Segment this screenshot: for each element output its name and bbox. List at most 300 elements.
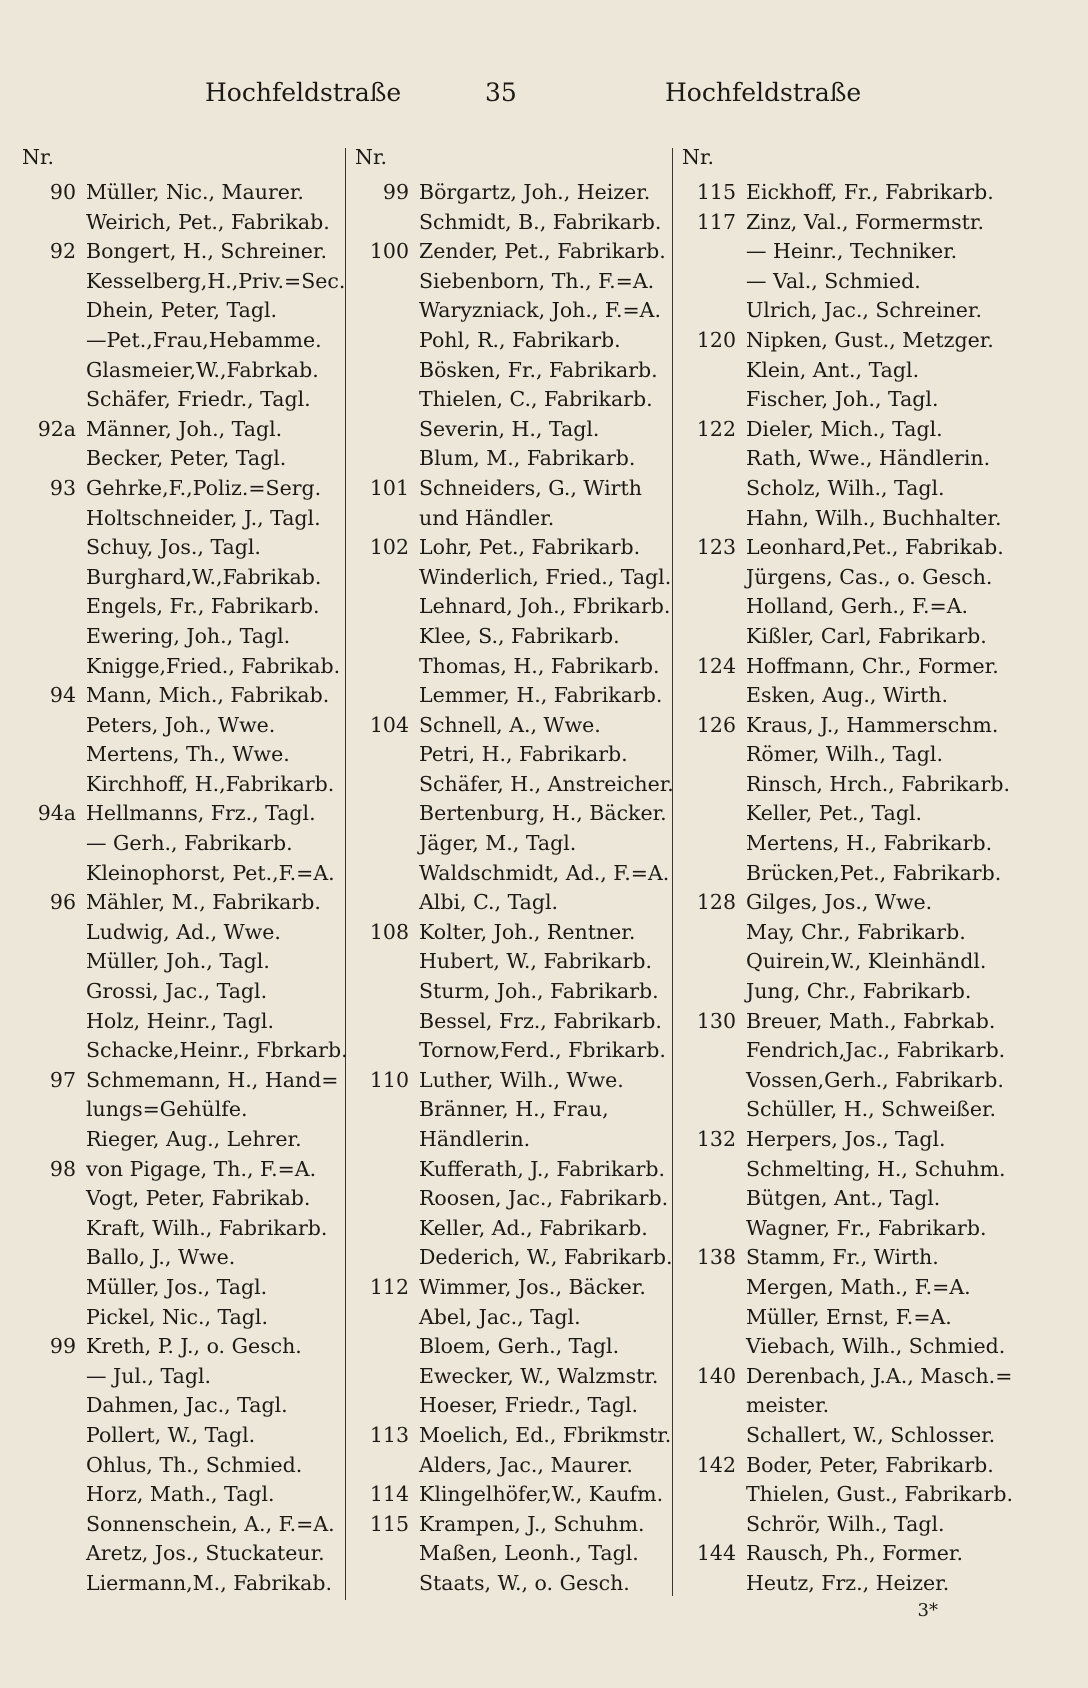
resident-entry bbox=[22, 1184, 352, 1214]
resident-entry bbox=[355, 1007, 675, 1037]
resident-entry bbox=[682, 681, 1012, 711]
resident-entry bbox=[682, 770, 1012, 800]
house-number: 98 bbox=[49, 1156, 76, 1181]
resident-entry bbox=[682, 1184, 1012, 1214]
resident-entry bbox=[22, 326, 352, 356]
resident-text: Hoffmann, Chr., Former. bbox=[746, 653, 999, 678]
resident-entry bbox=[355, 1303, 675, 1333]
house-number-label: Nr. bbox=[682, 145, 715, 169]
resident-entry bbox=[355, 1480, 675, 1510]
directory-column-1 bbox=[22, 142, 352, 1599]
resident-text: Schacke,Heinr., Fbrkarb. bbox=[86, 1038, 348, 1063]
resident-entry bbox=[682, 711, 1012, 741]
resident-entry bbox=[682, 859, 1012, 889]
resident-entry bbox=[22, 208, 352, 238]
resident-text: Schmelting, H., Schuhm. bbox=[746, 1156, 1006, 1181]
house-number: 99 bbox=[49, 1334, 76, 1359]
resident-text: Krampen, J., Schuhm. bbox=[419, 1511, 645, 1536]
resident-text: Thomas, H., Fabrikarb. bbox=[419, 653, 660, 678]
resident-text: Derenbach, J.A., Masch.= bbox=[746, 1363, 1013, 1388]
resident-entry bbox=[355, 799, 675, 829]
house-number: 102 bbox=[369, 535, 409, 560]
resident-entry bbox=[22, 829, 352, 859]
resident-entry bbox=[22, 592, 352, 622]
resident-text: Kraus, J., Hammerschm. bbox=[746, 712, 999, 737]
resident-text: Eickhoff, Fr., Fabrikarb. bbox=[746, 180, 994, 204]
resident-entry bbox=[355, 1066, 675, 1096]
resident-text: Keller, Ad., Fabrikarb. bbox=[419, 1215, 648, 1240]
resident-entry bbox=[22, 533, 352, 563]
resident-entry bbox=[355, 178, 675, 208]
resident-text: Bütgen, Ant., Tagl. bbox=[746, 1186, 941, 1211]
resident-text: Kirchhoff, H.,Fabrikarb. bbox=[86, 771, 335, 796]
resident-entry bbox=[355, 1510, 675, 1540]
resident-text: Kolter, Joh., Rentner. bbox=[419, 919, 636, 944]
page-header bbox=[0, 78, 1088, 118]
house-number: 115 bbox=[696, 180, 736, 204]
house-number: 101 bbox=[369, 475, 409, 500]
resident-text: Klingelhöfer,W., Kaufm. bbox=[419, 1482, 664, 1507]
resident-entry bbox=[682, 652, 1012, 682]
resident-text: — Jul., Tagl. bbox=[86, 1363, 212, 1388]
resident-entry bbox=[22, 888, 352, 918]
resident-text: Keller, Pet., Tagl. bbox=[746, 801, 923, 826]
resident-text: — Val., Schmied. bbox=[746, 268, 921, 293]
resident-entry bbox=[22, 947, 352, 977]
resident-text: Hellmanns, Frz., Tagl. bbox=[86, 801, 316, 826]
resident-text: Grossi, Jac., Tagl. bbox=[86, 979, 268, 1004]
house-number: 94a bbox=[37, 801, 76, 826]
resident-text: Holtschneider, J., Tagl. bbox=[86, 505, 321, 530]
resident-text: Becker, Peter, Tagl. bbox=[86, 446, 287, 471]
house-number: 120 bbox=[696, 327, 736, 352]
house-number: 140 bbox=[696, 1363, 736, 1388]
resident-text: Jäger, M., Tagl. bbox=[419, 831, 577, 856]
resident-entry bbox=[22, 415, 352, 445]
resident-text: —Pet.,Frau,Hebamme. bbox=[86, 327, 322, 352]
resident-text: Sturm, Joh., Fabrikarb. bbox=[419, 979, 659, 1004]
resident-entry bbox=[355, 1184, 675, 1214]
resident-text: Schäfer, H., Anstreicher. bbox=[419, 771, 674, 796]
resident-entry bbox=[682, 1095, 1012, 1125]
resident-text: Holland, Gerh., F.=A. bbox=[746, 594, 969, 619]
resident-text: Knigge,Fried., Fabrikab. bbox=[86, 653, 341, 678]
resident-text: Dieler, Mich., Tagl. bbox=[746, 416, 943, 441]
resident-entry bbox=[682, 178, 1012, 208]
resident-entry bbox=[682, 1273, 1012, 1303]
resident-entry bbox=[682, 977, 1012, 1007]
resident-entry bbox=[682, 1480, 1012, 1510]
resident-entry bbox=[355, 356, 675, 386]
resident-entry bbox=[22, 1332, 352, 1362]
resident-text: Leonhard,Pet., Fabrikab. bbox=[746, 535, 1004, 560]
resident-text: Händlerin. bbox=[419, 1127, 531, 1151]
resident-entry bbox=[682, 385, 1012, 415]
house-number: 128 bbox=[696, 890, 736, 915]
resident-text: Rieger, Aug., Lehrer. bbox=[86, 1127, 302, 1151]
resident-entry bbox=[355, 681, 675, 711]
house-number: 124 bbox=[696, 653, 736, 678]
resident-entry bbox=[355, 1421, 675, 1451]
house-number: 110 bbox=[369, 1067, 409, 1092]
resident-entry bbox=[355, 1036, 675, 1066]
resident-entry bbox=[22, 1007, 352, 1037]
resident-entry bbox=[682, 1539, 1012, 1569]
resident-entry bbox=[355, 947, 675, 977]
resident-text: Breuer, Math., Fabrkab. bbox=[746, 1008, 996, 1033]
resident-text: Mergen, Math., F.=A. bbox=[746, 1274, 971, 1299]
resident-entry bbox=[682, 1569, 1012, 1599]
resident-entry bbox=[682, 1007, 1012, 1037]
header-street-left: Hochfeldstraße bbox=[205, 78, 402, 107]
resident-text: Siebenborn, Th., F.=A. bbox=[419, 268, 655, 293]
resident-entry bbox=[682, 1214, 1012, 1244]
resident-entry bbox=[22, 1421, 352, 1451]
resident-text: Bloem, Gerh., Tagl. bbox=[419, 1334, 620, 1359]
resident-text: Ohlus, Th., Schmied. bbox=[86, 1452, 303, 1477]
resident-text: Waryzniack, Joh., F.=A. bbox=[419, 298, 661, 323]
resident-text: Stamm, Fr., Wirth. bbox=[746, 1245, 939, 1270]
resident-text: Liermann,M., Fabrikab. bbox=[86, 1570, 333, 1595]
resident-entry bbox=[682, 1451, 1012, 1481]
resident-text: Luther, Wilh., Wwe. bbox=[419, 1067, 624, 1092]
resident-text: Horz, Math., Tagl. bbox=[86, 1482, 275, 1507]
resident-text: Pohl, R., Fabrikarb. bbox=[419, 327, 621, 352]
resident-text: Müller, Jos., Tagl. bbox=[86, 1274, 268, 1299]
resident-text: Bösken, Fr., Fabrikarb. bbox=[419, 357, 658, 382]
resident-text: Lemmer, H., Fabrikarb. bbox=[419, 683, 663, 708]
resident-entry bbox=[22, 1125, 352, 1155]
resident-entry bbox=[355, 859, 675, 889]
resident-text: meister. bbox=[746, 1393, 830, 1418]
resident-entry bbox=[22, 474, 352, 504]
resident-text: Kleinophorst, Pet.,F.=A. bbox=[86, 860, 335, 885]
resident-text: Schäfer, Friedr., Tagl. bbox=[86, 387, 311, 412]
resident-text: Ewering, Joh., Tagl. bbox=[86, 623, 291, 648]
resident-entry bbox=[355, 1391, 675, 1421]
resident-entry bbox=[22, 711, 352, 741]
resident-text: — Gerh., Fabrikarb. bbox=[86, 831, 293, 856]
resident-text: Blum, M., Fabrikarb. bbox=[419, 446, 636, 471]
resident-entry bbox=[22, 740, 352, 770]
resident-entry bbox=[355, 1214, 675, 1244]
resident-entry bbox=[355, 237, 675, 267]
house-number: 96 bbox=[49, 890, 76, 915]
resident-text: Moelich, Ed., Fbrikmstr. bbox=[419, 1422, 672, 1447]
house-number: 92a bbox=[37, 416, 76, 441]
resident-entry bbox=[22, 1510, 352, 1540]
resident-text: Kufferath, J., Fabrikarb. bbox=[419, 1156, 666, 1181]
page-number: 35 bbox=[485, 78, 517, 107]
resident-text: Viebach, Wilh., Schmied. bbox=[746, 1334, 1006, 1359]
resident-entry bbox=[355, 1243, 675, 1273]
resident-text: Schrör, Wilh., Tagl. bbox=[746, 1511, 945, 1536]
resident-text: Müller, Ernst, F.=A. bbox=[746, 1304, 952, 1329]
resident-text: Ludwig, Ad., Wwe. bbox=[86, 919, 281, 944]
resident-entry bbox=[22, 385, 352, 415]
resident-text: Peters, Joh., Wwe. bbox=[86, 712, 276, 737]
resident-entry bbox=[22, 356, 352, 386]
resident-text: Jung, Chr., Fabrikarb. bbox=[746, 979, 972, 1004]
resident-text: Boder, Peter, Fabrikarb. bbox=[746, 1452, 994, 1477]
house-number: 132 bbox=[696, 1127, 736, 1151]
resident-text: Weirich, Pet., Fabrikab. bbox=[86, 209, 330, 234]
house-number: 92 bbox=[49, 239, 76, 264]
resident-entry bbox=[22, 1243, 352, 1273]
house-number: 123 bbox=[696, 535, 736, 560]
resident-entry bbox=[682, 622, 1012, 652]
resident-text: Klein, Ant., Tagl. bbox=[746, 357, 920, 382]
resident-entry bbox=[682, 799, 1012, 829]
resident-entry bbox=[355, 1332, 675, 1362]
resident-text: Zinz, Val., Formermstr. bbox=[746, 209, 984, 234]
resident-text: Fischer, Joh., Tagl. bbox=[746, 387, 939, 412]
resident-entry bbox=[682, 740, 1012, 770]
resident-text: Dederich, W., Fabrikarb. bbox=[419, 1245, 673, 1270]
resident-text: Esken, Aug., Wirth. bbox=[746, 683, 948, 708]
resident-text: Schuy, Jos., Tagl. bbox=[86, 535, 261, 560]
resident-text: Holz, Heinr., Tagl. bbox=[86, 1008, 274, 1033]
resident-entry bbox=[682, 504, 1012, 534]
resident-text: May, Chr., Fabrikarb. bbox=[746, 919, 966, 944]
resident-entry bbox=[22, 681, 352, 711]
resident-entry bbox=[682, 415, 1012, 445]
resident-text: Tornow,Ferd., Fbrikarb. bbox=[419, 1038, 666, 1063]
resident-text: Kesselberg,H.,Priv.=Sec. bbox=[86, 268, 346, 293]
resident-entry bbox=[22, 444, 352, 474]
resident-text: Schneiders, G., Wirth bbox=[419, 475, 642, 500]
resident-text: Gilges, Jos., Wwe. bbox=[746, 890, 933, 915]
resident-entry bbox=[22, 1569, 352, 1599]
resident-text: Börgartz, Joh., Heizer. bbox=[419, 180, 651, 204]
resident-text: Müller, Nic., Maurer. bbox=[86, 180, 304, 204]
house-number: 122 bbox=[696, 416, 736, 441]
resident-text: Pollert, W., Tagl. bbox=[86, 1422, 256, 1447]
resident-text: Gehrke,F.,Poliz.=Serg. bbox=[86, 475, 322, 500]
resident-text: Ewecker, W., Walzmstr. bbox=[419, 1363, 659, 1388]
resident-entry bbox=[355, 444, 675, 474]
resident-entry bbox=[682, 237, 1012, 267]
resident-text: Fendrich,Jac., Fabrikarb. bbox=[746, 1038, 1006, 1063]
resident-entry bbox=[355, 1155, 675, 1185]
resident-entry bbox=[682, 356, 1012, 386]
resident-text: Mähler, M., Fabrikarb. bbox=[86, 890, 321, 915]
resident-entry bbox=[682, 1066, 1012, 1096]
resident-entry bbox=[355, 533, 675, 563]
resident-entry bbox=[355, 918, 675, 948]
directory-column-2 bbox=[355, 142, 675, 1599]
resident-text: Severin, H., Tagl. bbox=[419, 416, 600, 441]
resident-text: Brücken,Pet., Fabrikarb. bbox=[746, 860, 1002, 885]
resident-text: Schnell, A., Wwe. bbox=[419, 712, 601, 737]
house-number: 138 bbox=[696, 1245, 736, 1270]
resident-entry bbox=[355, 652, 675, 682]
resident-entry bbox=[682, 829, 1012, 859]
resident-entry bbox=[355, 208, 675, 238]
resident-entry bbox=[355, 622, 675, 652]
directory-column-3 bbox=[682, 142, 1012, 1599]
resident-entry bbox=[22, 267, 352, 297]
resident-entry bbox=[682, 533, 1012, 563]
house-number: 90 bbox=[49, 180, 76, 204]
resident-text: Roosen, Jac., Fabrikarb. bbox=[419, 1186, 669, 1211]
house-number: 142 bbox=[696, 1452, 736, 1477]
resident-entry bbox=[355, 1095, 675, 1125]
resident-entry bbox=[22, 237, 352, 267]
resident-text: Alders, Jac., Maurer. bbox=[419, 1452, 633, 1477]
resident-entry bbox=[22, 799, 352, 829]
resident-text: Ballo, J., Wwe. bbox=[86, 1245, 236, 1270]
resident-text: Thielen, C., Fabrikarb. bbox=[419, 387, 653, 412]
resident-entry bbox=[682, 1243, 1012, 1273]
resident-entry bbox=[682, 474, 1012, 504]
house-number: 117 bbox=[696, 209, 736, 234]
resident-entry bbox=[22, 1155, 352, 1185]
resident-entry bbox=[682, 1036, 1012, 1066]
resident-text: Hahn, Wilh., Buchhalter. bbox=[746, 505, 1002, 530]
resident-text: Waldschmidt, Ad., F.=A. bbox=[419, 860, 670, 885]
resident-text: Rausch, Ph., Former. bbox=[746, 1541, 963, 1566]
resident-entry bbox=[355, 326, 675, 356]
resident-text: Kißler, Carl, Fabrikarb. bbox=[746, 623, 987, 648]
resident-text: Jürgens, Cas., o. Gesch. bbox=[746, 564, 993, 589]
house-number: 113 bbox=[369, 1422, 409, 1447]
resident-entry bbox=[682, 208, 1012, 238]
resident-entry bbox=[355, 1362, 675, 1392]
resident-text: Engels, Fr., Fabrikarb. bbox=[86, 594, 320, 619]
resident-text: Zender, Pet., Fabrikarb. bbox=[419, 239, 666, 264]
house-number: 93 bbox=[49, 475, 76, 500]
resident-text: Bertenburg, H., Bäcker. bbox=[419, 801, 667, 826]
house-number: 112 bbox=[369, 1274, 409, 1299]
resident-entry bbox=[682, 592, 1012, 622]
resident-text: Mertens, H., Fabrikarb. bbox=[746, 831, 993, 856]
house-number: 97 bbox=[49, 1067, 76, 1092]
resident-entry bbox=[22, 859, 352, 889]
resident-text: und Händler. bbox=[419, 505, 555, 530]
house-number: 94 bbox=[49, 683, 76, 708]
resident-entry bbox=[682, 1362, 1012, 1392]
house-number: 100 bbox=[369, 239, 409, 264]
resident-entry bbox=[682, 1421, 1012, 1451]
resident-entry bbox=[682, 563, 1012, 593]
resident-entry bbox=[22, 1273, 352, 1303]
resident-entry bbox=[22, 1451, 352, 1481]
resident-text: Dahmen, Jac., Tagl. bbox=[86, 1393, 288, 1418]
resident-entry bbox=[22, 504, 352, 534]
resident-entry bbox=[22, 918, 352, 948]
resident-entry bbox=[355, 711, 675, 741]
resident-text: Schmemann, H., Hand= bbox=[86, 1067, 339, 1092]
resident-entry bbox=[355, 474, 675, 504]
resident-entry bbox=[355, 977, 675, 1007]
resident-entry bbox=[682, 1332, 1012, 1362]
resident-entry bbox=[22, 1391, 352, 1421]
resident-entry bbox=[22, 652, 352, 682]
resident-text: Dhein, Peter, Tagl. bbox=[86, 298, 278, 323]
resident-text: Männer, Joh., Tagl. bbox=[86, 416, 283, 441]
resident-entry bbox=[355, 296, 675, 326]
resident-text: Wagner, Fr., Fabrikarb. bbox=[746, 1215, 987, 1240]
house-number: 126 bbox=[696, 712, 736, 737]
resident-entry bbox=[22, 1362, 352, 1392]
resident-entry bbox=[355, 1539, 675, 1569]
resident-text: Rinsch, Hrch., Fabrikarb. bbox=[746, 771, 1010, 796]
resident-text: Winderlich, Fried., Tagl. bbox=[419, 564, 672, 589]
resident-entry bbox=[682, 918, 1012, 948]
resident-entry bbox=[355, 1273, 675, 1303]
resident-text: Scholz, Wilh., Tagl. bbox=[746, 475, 945, 500]
resident-entry bbox=[682, 888, 1012, 918]
resident-text: Aretz, Jos., Stuckateur. bbox=[86, 1541, 325, 1566]
resident-entry bbox=[355, 504, 675, 534]
resident-entry bbox=[355, 770, 675, 800]
house-number-label: Nr. bbox=[355, 145, 388, 169]
resident-entry bbox=[355, 563, 675, 593]
resident-entry bbox=[22, 178, 352, 208]
resident-entry bbox=[682, 1510, 1012, 1540]
resident-text: Ulrich, Jac., Schreiner. bbox=[746, 298, 982, 323]
resident-text: Bessel, Frz., Fabrikarb. bbox=[419, 1008, 662, 1033]
resident-entry bbox=[22, 622, 352, 652]
house-number: 115 bbox=[369, 1511, 409, 1536]
resident-entry bbox=[22, 977, 352, 1007]
resident-entry bbox=[22, 1303, 352, 1333]
resident-entry bbox=[355, 888, 675, 918]
resident-text: Mertens, Th., Wwe. bbox=[86, 742, 290, 767]
resident-text: Kreth, P. J., o. Gesch. bbox=[86, 1334, 302, 1359]
resident-entry bbox=[682, 1155, 1012, 1185]
resident-entry bbox=[355, 592, 675, 622]
resident-entry bbox=[22, 770, 352, 800]
resident-text: Rath, Wwe., Händlerin. bbox=[746, 446, 991, 471]
resident-text: Staats, W., o. Gesch. bbox=[419, 1570, 630, 1595]
resident-text: Kraft, Wilh., Fabrikarb. bbox=[86, 1215, 328, 1240]
resident-text: Petri, H., Fabrikarb. bbox=[419, 742, 628, 767]
resident-entry bbox=[682, 296, 1012, 326]
resident-entry bbox=[22, 1095, 352, 1125]
house-number: 104 bbox=[369, 712, 409, 737]
resident-entry bbox=[355, 740, 675, 770]
resident-text: Glasmeier,W.,Fabrkab. bbox=[86, 357, 319, 382]
resident-entry bbox=[355, 267, 675, 297]
resident-text: Wimmer, Jos., Bäcker. bbox=[419, 1274, 646, 1299]
resident-entry bbox=[682, 326, 1012, 356]
resident-text: Schallert, W., Schlosser. bbox=[746, 1422, 996, 1447]
resident-entry bbox=[22, 1066, 352, 1096]
resident-text: Vogt, Peter, Fabrikab. bbox=[86, 1186, 311, 1211]
house-number: 130 bbox=[696, 1008, 736, 1033]
resident-text: Lohr, Pet., Fabrikarb. bbox=[419, 535, 641, 560]
resident-entry bbox=[682, 444, 1012, 474]
resident-text: Thielen, Gust., Fabrikarb. bbox=[746, 1482, 1013, 1507]
resident-text: Nipken, Gust., Metzger. bbox=[746, 327, 994, 352]
resident-text: Herpers, Jos., Tagl. bbox=[746, 1127, 946, 1151]
resident-entry bbox=[682, 1391, 1012, 1421]
resident-text: Quirein,W., Kleinhändl. bbox=[746, 949, 987, 974]
resident-text: Römer, Wilh., Tagl. bbox=[746, 742, 944, 767]
resident-entry bbox=[355, 415, 675, 445]
resident-text: Mann, Mich., Fabrikab. bbox=[86, 683, 330, 708]
resident-entry bbox=[682, 1303, 1012, 1333]
resident-text: Müller, Joh., Tagl. bbox=[86, 949, 270, 974]
house-number-label: Nr. bbox=[22, 145, 55, 169]
house-number: 99 bbox=[382, 180, 409, 204]
house-number: 114 bbox=[369, 1482, 409, 1507]
resident-entry bbox=[355, 1451, 675, 1481]
resident-text: Pickel, Nic., Tagl. bbox=[86, 1304, 268, 1329]
resident-entry bbox=[682, 267, 1012, 297]
